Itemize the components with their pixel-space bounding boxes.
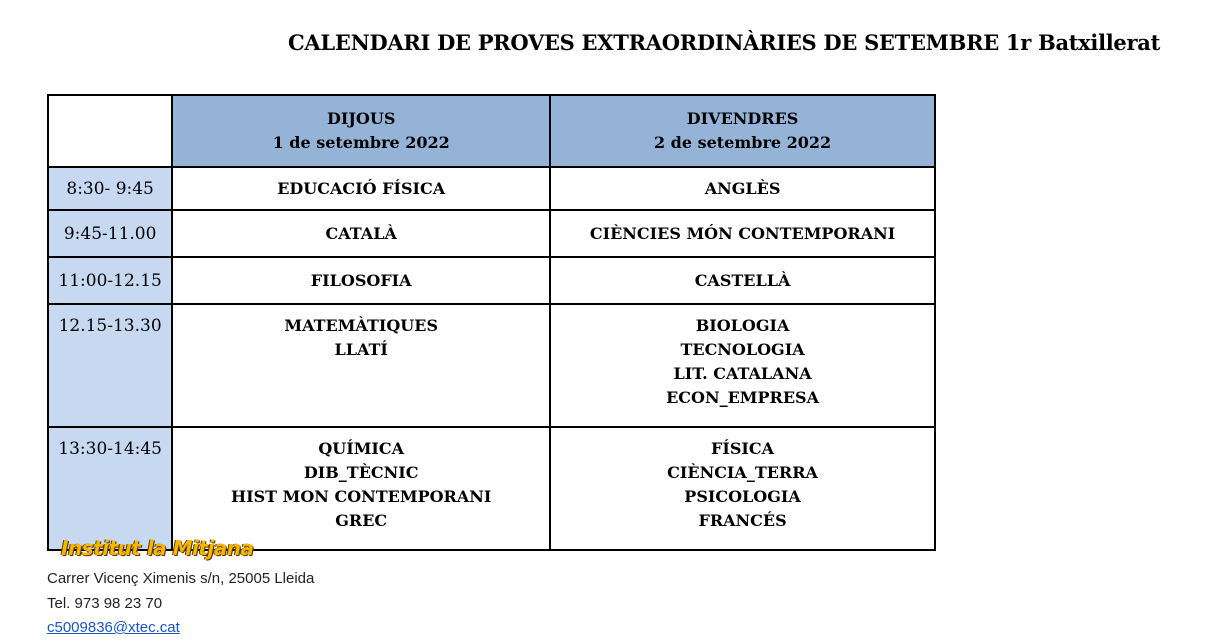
school-email-link[interactable]: c5009836@xtec.cat: [47, 619, 180, 636]
subject: BIOLOGIA: [695, 316, 790, 335]
subject: CIÈNCIA_TERRA: [667, 463, 818, 482]
subject: TECNOLOGIA: [680, 340, 805, 359]
page-title: CALENDARI DE PROVES EXTRAORDINÀRIES DE SETEMBRE 1r Batxillerat: [288, 30, 1160, 55]
subject: HIST MON CONTEMPORANI: [231, 487, 492, 506]
day-2-name: DIVENDRES: [686, 109, 799, 128]
exam-schedule-table: [47, 94, 936, 551]
header-corner-cell: [48, 95, 172, 167]
day-2-date: 2 de setembre 2022: [653, 133, 832, 152]
subject: ECON_EMPRESA: [666, 388, 819, 407]
table-row: [48, 167, 935, 210]
subject: LIT. CATALANA: [673, 364, 812, 383]
day-1-subjects-cell: [172, 167, 550, 210]
day-2-subjects-cell: [550, 304, 935, 427]
table-row: [48, 210, 935, 257]
day-1-subjects-cell: [172, 257, 550, 304]
subject: GREC: [335, 511, 388, 530]
school-phone: Tel. 973 98 23 70: [47, 595, 163, 612]
day-1-date: 1 de setembre 2022: [272, 133, 450, 152]
day-1-subjects-cell: [172, 427, 550, 550]
time-slot-cell: 9:45-11.00: [48, 210, 172, 257]
subject: CASTELLÀ: [694, 270, 791, 290]
day-2-subjects-cell: [550, 167, 935, 210]
table-row: [48, 427, 935, 550]
school-address: Carrer Vicenç Ximenis s/n, 25005 Lleida: [47, 570, 315, 587]
day-1-subjects-cell: [172, 210, 550, 257]
time-slot-cell: 8:30- 9:45: [48, 167, 172, 210]
time-slot-cell: 13:30-14:45: [48, 427, 172, 550]
day-1-subjects-cell: [172, 304, 550, 427]
subject: MATEMÀTIQUES: [284, 316, 438, 335]
table-header-row: [48, 95, 935, 167]
table-row: [48, 304, 935, 427]
day-2-subjects-cell: [550, 257, 935, 304]
subject: LLATÍ: [334, 340, 388, 359]
subject: QUÍMICA: [318, 439, 405, 458]
header-day-1: [172, 95, 550, 167]
subject: PSICOLOGIA: [684, 487, 801, 506]
subject: FRANCÉS: [698, 511, 787, 530]
subject: ANGLÈS: [704, 178, 781, 198]
subject: FÍSICA: [711, 439, 775, 458]
time-slot-cell: 12.15-13.30: [48, 304, 172, 427]
day-1-name: DIJOUS: [327, 109, 396, 128]
subject: EDUCACIÓ FÍSICA: [277, 178, 446, 198]
subject: CATALÀ: [325, 223, 397, 243]
time-slot-cell: 11:00-12.15: [48, 257, 172, 304]
header-day-2: [550, 95, 935, 167]
subject: CIÈNCIES MÓN CONTEMPORANI: [589, 223, 896, 243]
subject: DIB_TÈCNIC: [303, 463, 419, 482]
day-2-subjects-cell: [550, 210, 935, 257]
subject: FILOSOFIA: [310, 270, 412, 290]
table-row: [48, 257, 935, 304]
school-logo: Institut la Mitjana: [61, 536, 254, 560]
day-2-subjects-cell: [550, 427, 935, 550]
